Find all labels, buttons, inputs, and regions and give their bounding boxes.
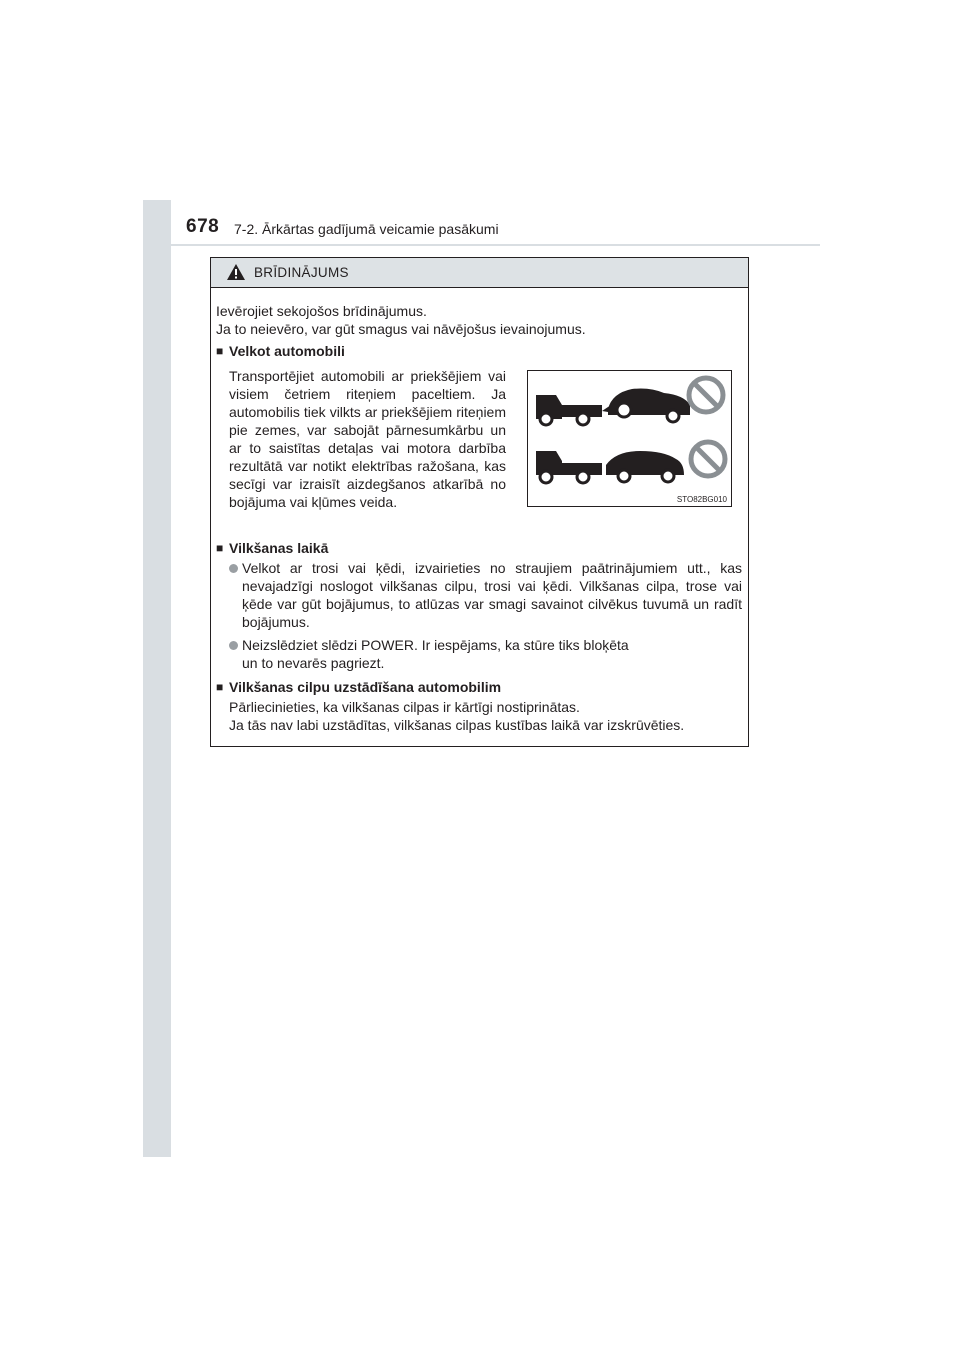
tow-truck-drawing <box>528 371 731 506</box>
during-bullet-2: Neizslēdziet slēdzi POWER. Ir iespējams, ka stūre tiks bloķēta un to nevarēs pagriezt. <box>242 637 629 671</box>
during-bullet-1: Velkot ar trosi vai ķēdi, izvairieties no straujiem paātrinājumiem utt., kas nevajadzīgi noslogot vilkšanas cilpu, trosi vai ķēdi. Vilkšanas cilpa, trose vai ķēde var gūt bojājumus, to atlūzas var smagi savainot cilvēkus tuvumā un radīt bojājumus. <box>242 560 742 630</box>
section-heading-towing: Velkot automobili <box>229 343 345 359</box>
install-line-1: Pārliecinieties, ka vilkšanas cilpas ir kārtīgi nostiprinātas. <box>229 699 580 715</box>
warning-header <box>211 258 748 288</box>
intro-line-1: Ievērojiet sekojošos brīdinājumus. <box>216 303 427 319</box>
round-bullet-icon <box>229 564 238 573</box>
prohibited-icon-bottom <box>691 442 725 476</box>
warning-triangle-icon <box>226 263 246 281</box>
section-heading-during: Vilkšanas laikā <box>229 540 329 556</box>
section-title: 7-2. Ārkārtas gadījumā veicamie pasākumi <box>234 221 499 237</box>
warning-title: BRĪDINĀJUMS <box>254 265 349 280</box>
illustration-code: STO82BG010 <box>676 495 727 504</box>
square-bullet-icon: ■ <box>216 344 224 358</box>
prohibited-icon-top <box>689 378 723 412</box>
header-rule <box>171 244 820 246</box>
install-line-2: Ja tās nav labi uzstādītas, vilkšanas cilpas kustības laikā var izskrūvēties. <box>229 717 685 733</box>
round-bullet-icon <box>229 641 238 650</box>
square-bullet-icon: ■ <box>216 541 224 555</box>
section-heading-install: Vilkšanas cilpu uzstādīšana automobilim <box>229 679 502 695</box>
square-bullet-icon: ■ <box>216 680 224 694</box>
intro-line-2: Ja to neievēro, var gūt smagus vai nāvējošus ievainojumus. <box>216 321 586 337</box>
towing-text: Transportējiet automobili ar priekšējiem vai visiem četriem riteņiem paceltiem. Ja automobilis tiek vilkts ar priekšējiem riteņiem pie zemes, var sabojāt pārnesumkārbu un ar to saistītas detaļas vai motora darbība rezultātā var notikt elektrības ražošana, kas secīgi var izraisīt aizdegšanos atkarībā no bojājuma vai kļūmes veida. <box>229 368 506 510</box>
page-number: 678 <box>186 216 220 237</box>
side-strip <box>143 200 171 1157</box>
towing-illustration <box>527 370 732 507</box>
